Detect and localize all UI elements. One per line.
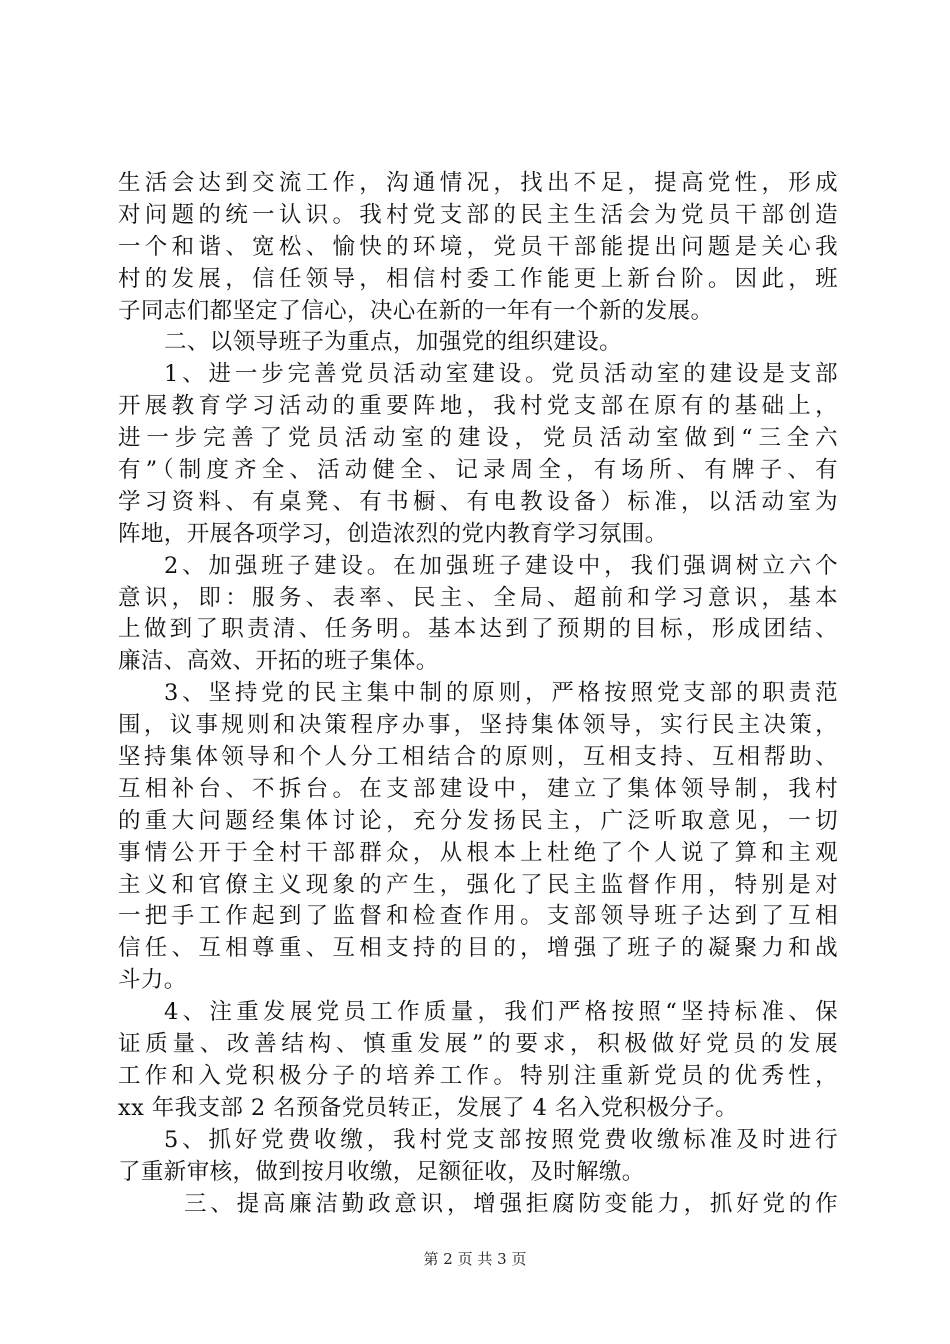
document-body [118, 168, 838, 1220]
text-line: 了重新审核，做到按月收缴，足额征收，及时解缴。 [118, 1158, 645, 1185]
section-heading: 二、以领导班子为重点，加强党的组织建设。 [164, 329, 623, 356]
text-line: 2、加强班子建设。在加强班子建设中，我们强调树立六个 [164, 552, 838, 579]
text-line: 生活会达到交流工作，沟通情况，找出不足，提高党性，形成 [118, 170, 838, 196]
text-line: 斗力。 [118, 967, 187, 994]
text-line: 坚持集体领导和个人分工相结合的原则，互相支持、互相帮助、 [118, 744, 838, 771]
page-number-footer: 第 2 页 共 3 页 [423, 1250, 527, 1268]
text-line: 事情公开于全村干部群众，从根本上杜绝了个人说了算和主观 [118, 839, 838, 866]
text-line: 村的发展，信任领导，相信村委工作能更上新台阶。因此，班 [118, 265, 838, 292]
text-line: 信任、互相尊重、互相支持的目的，增强了班子的凝聚力和战 [118, 935, 838, 962]
text-line: 进一步完善了党员活动室的建设，党员活动室做到“三全六 [118, 425, 838, 452]
text-line: 互相补台、不拆台。在支部建设中，建立了集体领导制，我村 [118, 775, 838, 802]
text-line: 证质量、改善结构、慎重发展”的要求，积极做好党员的发展 [118, 1031, 838, 1058]
text-line: 学习资料、有桌凳、有书橱、有电教设备）标准，以活动室为 [118, 488, 838, 515]
text-line: 廉洁、高效、开拓的班子集体。 [118, 648, 439, 675]
text-line: 上做到了职责清、任务明。基本达到了预期的目标，形成团结、 [118, 616, 838, 643]
text-line: 对问题的统一认识。我村党支部的民主生活会为党员干部创造 [118, 201, 838, 228]
text-line: 有”（制度齐全、活动健全、记录周全，有场所、有牌子、有 [118, 457, 838, 484]
text-line: 工作和入党积极分子的培养工作。特别注重新党员的优秀性， [118, 1062, 838, 1089]
text-line: 主义和官僚主义现象的产生，强化了民主监督作用，特别是对 [118, 871, 838, 898]
text-line: 3、坚持党的民主集中制的原则，严格按照党支部的职责范 [164, 680, 838, 707]
section-heading: 三、提高廉洁勤政意识，增强拒腐防变能力，抓好党的作 [184, 1190, 838, 1217]
text-line: 的重大问题经集体讨论，充分发扬民主，广泛听取意见，一切 [118, 807, 838, 834]
text-line: 阵地，开展各项学习，创造浓烈的党内教育学习氛围。 [118, 520, 668, 547]
text-line: 开展教育学习活动的重要阵地，我村党支部在原有的基础上， [118, 393, 838, 420]
text-line: 一个和谐、宽松、愉快的环境，党员干部能提出问题是关心我 [118, 233, 838, 260]
text-line: 4、注重发展党员工作质量，我们严格按照“坚持标准、保 [164, 999, 838, 1026]
text-line: 子同志们都坚定了信心，决心在新的一年有一个新的发展。 [118, 297, 714, 324]
text-line: 意识，即：服务、表率、民主、全局、超前和学习意识，基本 [118, 584, 838, 611]
text-line: xx 年我支部 2 名预备党员转正，发展了 4 名入党积极分子。 [118, 1094, 739, 1121]
text-line: 围，议事规则和决策程序办事，坚持集体领导，实行民主决策， [118, 712, 838, 739]
text-line: 5、抓好党费收缴，我村党支部按照党费收缴标准及时进行 [164, 1126, 838, 1153]
text-line: 一把手工作起到了监督和检查作用。支部领导班子达到了互相 [118, 903, 838, 930]
text-line: 1、进一步完善党员活动室建设。党员活动室的建设是支部 [164, 361, 838, 388]
